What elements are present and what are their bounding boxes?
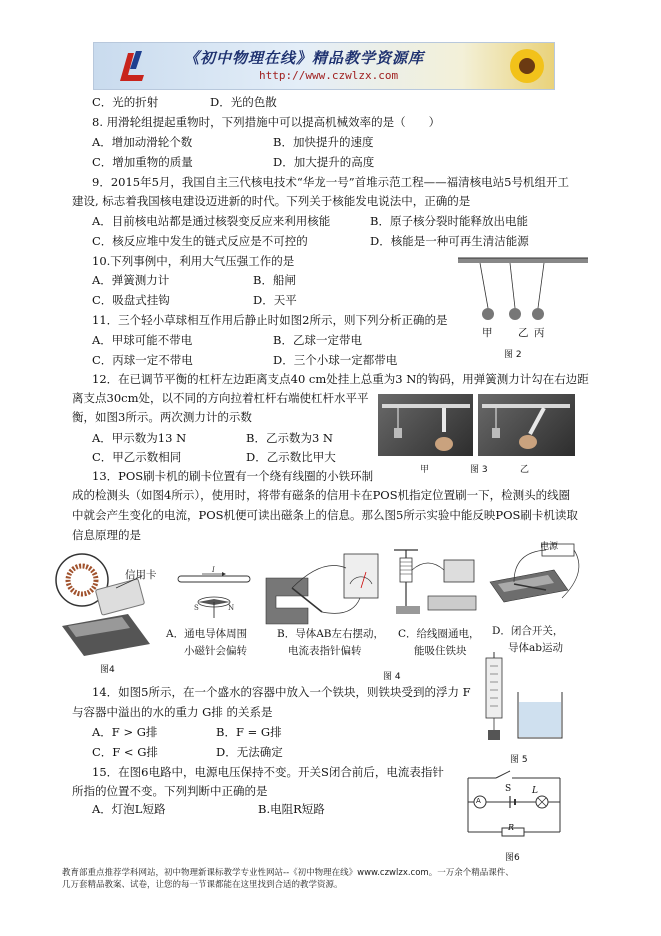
resistor-label: R xyxy=(508,823,515,832)
q14-line-1: 14．如图5所示，在一个盛水的容器中放入一个铁块，则铁块受到的浮力 F xyxy=(92,685,471,699)
ball-jia xyxy=(482,308,494,320)
option-b-line-1: B．导体AB左右摆动， xyxy=(277,628,385,640)
option-a-line-2: 小磁针会偏转 xyxy=(184,645,247,657)
option-a-line-1: A．通电导体周围 xyxy=(166,628,248,640)
q14-option-b: B．F = G排 xyxy=(216,725,282,739)
svg-text:S: S xyxy=(194,604,199,612)
q11-option-b: B．乙球一定带电 xyxy=(273,333,362,347)
header-url[interactable]: http://www.czwlzx.com xyxy=(259,69,399,82)
q7-option-d: D．光的色散 xyxy=(210,95,277,109)
footer-line-1: 教育部重点推荐学科网站，初中物理新课标教学专业性网站--《初中物理在线》www.czwlzx.com。一万余个精品课件、 xyxy=(62,868,514,878)
q11-option-a: A．甲球可能不带电 xyxy=(92,333,193,347)
q10-stem: 10.下列事例中，利用大气压强工作的是 xyxy=(92,254,295,268)
q15-line-2: 所指的位置不变。下列判断中正确的是 xyxy=(72,784,268,798)
q11-option-d: D．三个小球一定都带电 xyxy=(273,353,398,367)
fig-c-electromagnet xyxy=(388,546,488,626)
fig3-label-yi: 乙 xyxy=(520,465,530,475)
fig4-caption: 图4 xyxy=(100,665,115,675)
fig2-label-bing: 丙 xyxy=(534,327,545,339)
q15-option-b: B.电阻R短路 xyxy=(258,802,325,816)
q8-option-d: D．加大提升的高度 xyxy=(273,155,375,169)
figure-6-circuit xyxy=(462,768,566,848)
fig6-caption: 图6 xyxy=(505,853,520,863)
switch-label: S xyxy=(505,784,512,794)
q13-line-3: 中就会产生变化的电流，POS机便可读出磁条上的信息。那么图5所示实验中能反映POS刷卡机读取 xyxy=(72,508,578,522)
q9-option-d: D．核能是一种可再生清洁能源 xyxy=(370,234,529,248)
q10-option-b: B．船闸 xyxy=(253,273,296,287)
q7-option-c: C．光的折射 xyxy=(92,95,159,109)
credit-card-label: 信用卡 xyxy=(125,569,157,581)
fig3-label-jia: 甲 xyxy=(420,465,430,475)
q9-option-c: C．核反应堆中发生的链式反应是不可控的 xyxy=(92,234,308,248)
q8-stem: 8. 用滑轮组提起重物时，下列措施中可以提高机械效率的是（ ） xyxy=(92,115,441,129)
fig3-photo-jia xyxy=(378,394,473,456)
q13-line-2: 成的检测头（如图4所示），使用时，将带有磁条的信用卡在POS机指定位置刷一下，检测头的线圈 xyxy=(72,488,571,502)
option-c-line-2: 能吸住铁块 xyxy=(414,645,467,657)
ball-bing xyxy=(532,308,544,320)
q9-option-a: A．目前核电站都是通过核裂变反应来利用核能 xyxy=(92,214,331,228)
fig5-caption: 图 4 xyxy=(383,672,401,682)
option-c-line-1: C．给线圈通电， xyxy=(398,628,480,640)
q14-line-2: 与容器中溢出的水的重力 G排 的关系是 xyxy=(72,705,273,719)
q9-line-2: 建设, 标志着我国核电建设迈进新的时代。下列关于核能发电说法中，正确的是 xyxy=(72,194,471,208)
q13-line-1: 13．POS刷卡机的刷卡位置有一个绕有线圈的小铁环制 xyxy=(92,469,374,483)
q13-line-4: 信息原理的是 xyxy=(72,528,141,542)
q9-option-b: B．原子核分裂时能释放出电能 xyxy=(370,214,528,228)
q12-option-c: C．甲乙示数相同 xyxy=(92,450,182,464)
fig2-caption: 图 2 xyxy=(504,350,522,360)
option-d-line-1: D．闭合开关， xyxy=(492,625,564,637)
q11-stem: 11．三个轻小草球相互作用后静止时如图2所示，则下列分析正确的是 xyxy=(92,313,448,327)
fig-b-magnet-galvanometer xyxy=(262,548,382,626)
q10-option-d: D．天平 xyxy=(253,293,297,307)
svg-text:N: N xyxy=(228,604,235,612)
fig2-label-yi: 乙 xyxy=(518,327,529,339)
q14-option-d: D．无法确定 xyxy=(216,745,283,759)
ball-yi xyxy=(509,308,521,320)
fig3-caption: 图 3 xyxy=(470,465,488,475)
site-logo-icon xyxy=(116,47,150,85)
q8-option-c: C．增加重物的质量 xyxy=(92,155,193,169)
q15-line-1: 15．在图6电路中，电源电压保持不变。开关S闭合前后，电流表指针 xyxy=(92,765,444,779)
power-source-label: 电源 xyxy=(540,542,559,552)
q12-option-a: A．甲示数为13 N xyxy=(92,431,187,445)
q9-line-1: 9．2015年5月，我国自主三代核电技术“华龙一号”首堆示范工程——福清核电站5号机组开工 xyxy=(92,175,569,189)
q12-line-2: 离支点30cm处，以不同的方向拉着杠杆右端使杠杆水平平 xyxy=(72,391,369,405)
q11-option-c: C．丙球一定不带电 xyxy=(92,353,193,367)
sunflower-icon xyxy=(506,46,548,86)
fig5-scale-caption: 图 5 xyxy=(510,755,528,765)
figure-5-scale-beaker xyxy=(478,652,568,752)
q8-option-b: B．加快提升的速度 xyxy=(273,135,374,149)
option-b-line-2: 电流表指针偏转 xyxy=(288,645,362,657)
q8-option-a: A．增加动滑轮个数 xyxy=(92,135,193,149)
fig3-photo-yi xyxy=(478,394,575,456)
q12-option-d: D．乙示数比甲大 xyxy=(246,450,336,464)
q12-line-1: 12．在已调节平衡的杠杆左边距离支点40 cm处挂上总重为3 N的钩码，用弹簧测力计勾在右边距 xyxy=(92,372,589,386)
q15-option-a: A．灯泡L短路 xyxy=(92,802,166,816)
q10-option-c: C．吸盘式挂钩 xyxy=(92,293,170,307)
q12-option-b: B．乙示数为3 N xyxy=(246,431,333,445)
header-banner xyxy=(93,42,555,90)
fig-a-wire-compass xyxy=(176,566,254,622)
ammeter-label: A xyxy=(476,797,481,805)
q12-line-3: 衡，如图3所示。两次测力计的示数 xyxy=(72,410,252,424)
q10-option-a: A．弹簧测力计 xyxy=(92,273,170,287)
svg-text:I: I xyxy=(212,566,215,574)
header-title: 《初中物理在线》精品教学资源库 xyxy=(184,49,425,67)
fig-d-motor-principle xyxy=(484,542,594,622)
footer-line-2: 几万套精品教案、试卷，让您的每一节课都能在这里找到合适的教学资源。 xyxy=(62,880,343,890)
lamp-label: L xyxy=(532,786,538,796)
option-d-line-2: 导体ab运动 xyxy=(508,642,563,654)
fig2-label-jia: 甲 xyxy=(482,327,493,339)
q14-option-a: A．F > G排 xyxy=(92,725,158,739)
q14-option-c: C．F < G排 xyxy=(92,745,158,759)
